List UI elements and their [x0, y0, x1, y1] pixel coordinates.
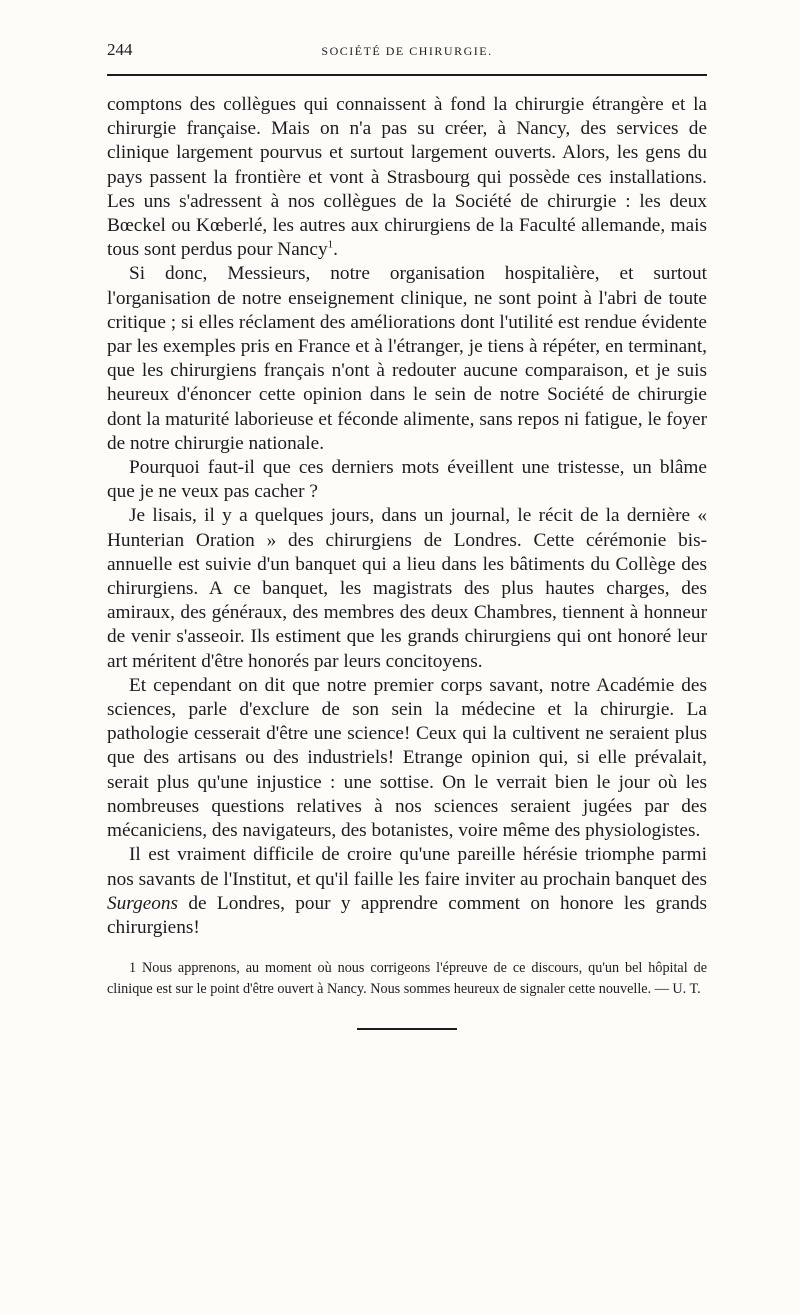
running-title: SOCIÉTÉ DE CHIRURGIE. — [321, 44, 493, 58]
footnotes — [107, 958, 707, 1000]
header-rule — [107, 74, 707, 76]
paragraph-1 — [107, 93, 707, 262]
paragraph-text: de Londres, pour y apprendre comment on honore les grands chirurgiens! — [107, 892, 707, 938]
end-rule — [357, 1028, 457, 1030]
paragraph-tail: . — [333, 239, 338, 261]
body-text — [107, 93, 707, 940]
paragraph-5: Et cependant on dit que notre premier corps savant, notre Académie des sciences, parle d'exclure de son sein la médecine et la chirurgie. La pathologie cesserait d'être une science! Ceux qui la cultivent ne seraient plus que des artisans ou des industriels! Etrange opinion qui, si elle prévalait, serait plus qu'une injustice : une sottise. On le verrait bien le jour où les nombreuses questions relatives à nos sciences seraient jugées par des mécaniciens, des navigateurs, des botanistes, voire même des physiologistes. — [107, 674, 707, 842]
footnote: 1 Nous apprenons, au moment où nous corrigeons l'épreuve de ce discours, qu'un bel hôpital de clinique est sur le point d'être ouvert à Nancy. Nous sommes heureux de signaler cette nouvelle. — U. T. — [107, 960, 707, 998]
page — [107, 40, 707, 1030]
paragraph-6 — [107, 843, 707, 940]
footnote-ref: 1 — [327, 238, 334, 251]
paragraph-2: Si donc, Messieurs, notre organisation hospitalière, et surtout l'organisation de notre enseignement clinique, ne sont point à l'abri de toute critique ; si elles réclament des améliorations dont l'utilité est rendue évidente par les exemples pris en France et à l'étranger, je tiens à répéter, en terminant, que les chirurgiens français n'ont à redouter aucune comparaison, et je suis heureux d'énoncer cette opinion dans le sein de notre Société de chirurgie dont la maturité laborieuse et féconde alimente, sans repos ni fatigue, le foyer de notre chirurgie nationale. — [107, 263, 707, 454]
page-header — [107, 40, 707, 70]
paragraph-text: Il est vraiment difficile de croire qu'une pareille hérésie triomphe parmi nos savants de l'Institut, et qu'il faille les faire inviter au prochain banquet des — [107, 844, 707, 890]
paragraph-text: comptons des collègues qui connaissent à fond la chirurgie étrangère et la chirurgie française. Mais on n'a pas su créer, à Nancy, des services de clinique largement pourvus et surtout largement ouverts. Alors, les gens du pays passent la frontière et vont à Strasbourg qui possède ces installations. Les uns s'adressent à nos collègues de la Société de chirurgie : les deux Bœckel ou Kœberlé, les autres aux chirurgiens de la Faculté allemande, mais tous sont perdus pour Nancy — [107, 94, 707, 261]
paragraph-4: Je lisais, il y a quelques jours, dans un journal, le récit de la dernière « Hunterian Oration » des chirurgiens de Londres. Cette cérémonie bis-annuelle est suivie d'un banquet qui a lieu dans les bâtiments du Collège des chirurgiens. A ce banquet, les magistrats des plus hautes charges, des amiraux, des généraux, des membres des deux Chambres, tiennent à honneur de venir s'asseoir. Ils estiment que les grands chirurgiens qui ont honoré leur art méritent d'être honorés par leurs concitoyens. — [107, 505, 707, 672]
italic-term: Surgeons — [107, 892, 179, 914]
page-number: 244 — [107, 40, 133, 59]
paragraph-3: Pourquoi faut-il que ces derniers mots éveillent une tristesse, un blâme que je ne veux pas cacher ? — [107, 457, 707, 503]
